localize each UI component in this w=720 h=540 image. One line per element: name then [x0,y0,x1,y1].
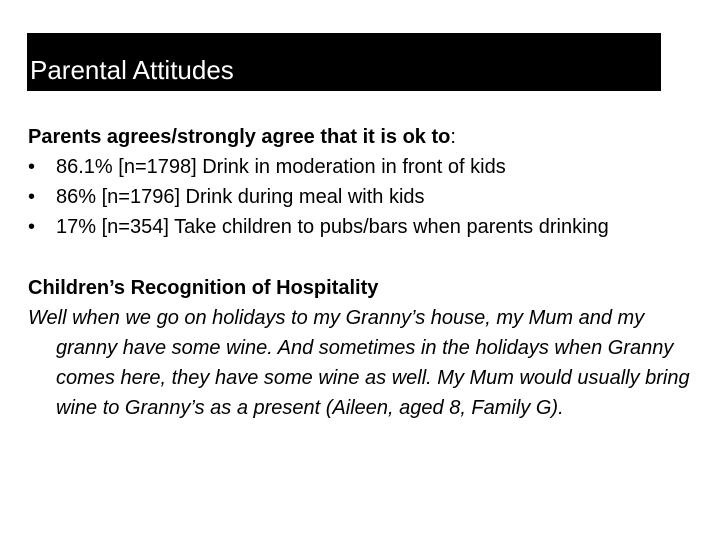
list-item [28,152,666,182]
bullet-icon: • [28,156,36,178]
attitudes-list [28,152,688,242]
list-item-text: 86% [n=1796] Drink during meal with kids [56,186,425,208]
attitudes-heading-text: Parents agrees/strongly agree that it is ok to [28,126,451,148]
child-quote: Well when we go on holidays to my Granny’s house, my Mum and my granny have some wine. And sometimes in the holidays when Granny comes here, they have some wine as well. My Mum would usually bring wine to Granny’s as a present (Aileen, aged 8, Family G). [28,307,690,419]
bullet-icon: • [28,216,36,238]
section-spacer [28,242,688,273]
slide-title: Parental Attitudes [30,55,234,85]
slide-content [28,122,688,423]
attitudes-heading-colon: : [450,126,456,148]
list-item-text: 86.1% [n=1798] Drink in moderation in front of kids [56,156,506,178]
attitudes-heading [28,122,688,152]
list-item [28,212,666,242]
list-item-text: 17% [n=354] Take children to pubs/bars when parents drinking [56,216,609,238]
bullet-icon: • [28,186,36,208]
title-bar [27,33,661,91]
recognition-heading: Children’s Recognition of Hospitality [28,277,379,299]
list-item [28,182,666,212]
